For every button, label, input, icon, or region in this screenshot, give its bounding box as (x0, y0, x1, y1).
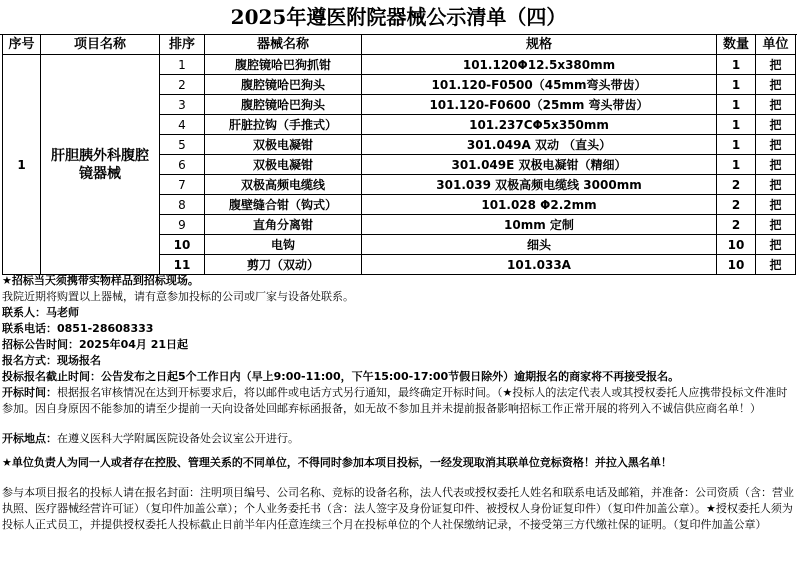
row-device: 双极电凝钳 (205, 155, 362, 175)
row-order: 1 (160, 55, 205, 75)
row-unit: 把 (756, 155, 796, 175)
row-order: 9 (160, 215, 205, 235)
row-unit: 把 (756, 115, 796, 135)
row-qty: 2 (717, 175, 756, 195)
row-device: 剪刀（双动） (205, 255, 362, 275)
intro-note: 我院近期将购置以上器械，请有意参加投标的公司或厂家与设备处联系。 (2, 290, 354, 303)
location-text: 在遵义医科大学附属医院设备处会议室公开进行。 (57, 432, 299, 445)
contact-person: 联系人：马老师 (2, 306, 79, 319)
location-label: 开标地点： (2, 432, 57, 445)
row-unit: 把 (756, 75, 796, 95)
sample-note: ★招标当天须携带实物样品到招标现场。 (2, 274, 199, 287)
requirements-note: 参与本项目报名的投标人请在报名封面：注明项目编号、公司名称、竞标的设备名称，法人代表或授权委托人姓名和联系电话及邮箱，并准备：公司资质（含：营业执照、医疗器械经营许可证）（复印件加盖公章）；个人业务委托书（含：法人签字及身份证复印件、被授权人身份证复印件）（复印件加盖公章）。★授权委托人须为投标人正式员工，并提供授权委托人投标截止日前半年内任意连续三个月在投标单位的个人社保缴纳记录，不接受第三方代缴社保的证明。（复印件加盖公章） (2, 486, 794, 531)
row-order: 5 (160, 135, 205, 155)
row-order: 6 (160, 155, 205, 175)
row-device: 电钩 (205, 235, 362, 255)
row-qty: 1 (717, 155, 756, 175)
row-device: 直角分离钳 (205, 215, 362, 235)
row-qty: 10 (717, 235, 756, 255)
row-unit: 把 (756, 55, 796, 75)
row-spec: 10mm 定制 (362, 215, 717, 235)
row-order: 2 (160, 75, 205, 95)
header-qty: 数量 (717, 35, 756, 55)
row-spec: 301.039 双极高频电缆线 3000mm (362, 175, 717, 195)
location-note (2, 431, 795, 447)
table-row (3, 55, 796, 75)
row-order: 4 (160, 115, 205, 135)
row-device: 腹壁缝合钳（钩式） (205, 195, 362, 215)
row-order: 8 (160, 195, 205, 215)
header-unit: 单位 (756, 35, 796, 55)
announce-date: 招标公告时间：2025年04月 21日起 (2, 338, 189, 351)
notice-section (2, 273, 795, 533)
row-unit: 把 (756, 255, 796, 275)
row-qty: 1 (717, 95, 756, 115)
row-spec: 301.049E 双极电凝钳（精细） (362, 155, 717, 175)
row-unit: 把 (756, 235, 796, 255)
row-qty: 1 (717, 135, 756, 155)
page-title: 2025年遵医附院器械公示清单（四） (0, 0, 797, 35)
table-header-row (3, 35, 796, 55)
row-spec: 101.028 Φ2.2mm (362, 195, 717, 215)
row-device: 腹腔镜哈巴狗头 (205, 75, 362, 95)
row-unit: 把 (756, 135, 796, 155)
open-time-note (2, 385, 795, 417)
signup-deadline: 投标报名截止时间：公告发布之日起5个工作日内（早上9:00-11:00，下午15:00-17:00节假日除外）逾期报名的商家将不再接受报名。 (2, 370, 680, 383)
row-device: 双极高频电缆线 (205, 175, 362, 195)
row-order: 10 (160, 235, 205, 255)
open-time-text: 根据报名审核情况在达到开标要求后，将以邮件或电话方式另行通知，最终确定开标时间。（★投标人的法定代表人或其授权委托人应携带投标文件准时参加。因自身原因不能参加的请至少提前一天向设备处回邮弃标函报备，如无故不参加且并未提前报备影响招标工作正常开展的将列入不诚信供应商名单！） (2, 386, 788, 415)
header-spec: 规格 (362, 35, 717, 55)
signup-method: 报名方式：现场报名 (2, 354, 101, 367)
row-spec: 301.049A 双动 （直头） (362, 135, 717, 155)
row-order: 3 (160, 95, 205, 115)
row-unit: 把 (756, 215, 796, 235)
row-unit: 把 (756, 175, 796, 195)
row-spec: 101.120-F0600（25mm 弯头带齿） (362, 95, 717, 115)
row-unit: 把 (756, 95, 796, 115)
row-spec: 101.237CΦ5x350mm (362, 115, 717, 135)
group-project: 肝胆胰外科腹腔镜器械 (41, 55, 160, 275)
group-seq: 1 (3, 55, 41, 275)
row-spec: 细头 (362, 235, 717, 255)
device-table (2, 34, 796, 275)
header-seq: 序号 (3, 35, 41, 55)
row-order: 11 (160, 255, 205, 275)
row-device: 双极电凝钳 (205, 135, 362, 155)
row-device: 肝脏拉钩（手推式） (205, 115, 362, 135)
row-spec: 101.120-F0500（45mm弯头带齿） (362, 75, 717, 95)
row-device: 腹腔镜哈巴狗抓钳 (205, 55, 362, 75)
row-order: 7 (160, 175, 205, 195)
header-project: 项目名称 (41, 35, 160, 55)
row-qty: 2 (717, 215, 756, 235)
row-unit: 把 (756, 195, 796, 215)
row-spec: 101.120Φ12.5x380mm (362, 55, 717, 75)
contact-phone: 联系电话：0851-28608333 (2, 322, 154, 335)
row-qty: 2 (717, 195, 756, 215)
row-spec: 101.033A (362, 255, 717, 275)
header-order: 排序 (160, 35, 205, 55)
row-qty: 1 (717, 115, 756, 135)
row-qty: 1 (717, 75, 756, 95)
row-device: 腹腔镜哈巴狗头 (205, 95, 362, 115)
row-qty: 1 (717, 55, 756, 75)
conflict-note: ★单位负责人为同一人或者存在控股、管理关系的不同单位，不得同时参加本项目投标，一经发现取消其联单位竞标资格！并拉入黑名单！ (2, 456, 672, 469)
header-device: 器械名称 (205, 35, 362, 55)
row-qty: 10 (717, 255, 756, 275)
open-time-label: 开标时间： (2, 386, 57, 399)
